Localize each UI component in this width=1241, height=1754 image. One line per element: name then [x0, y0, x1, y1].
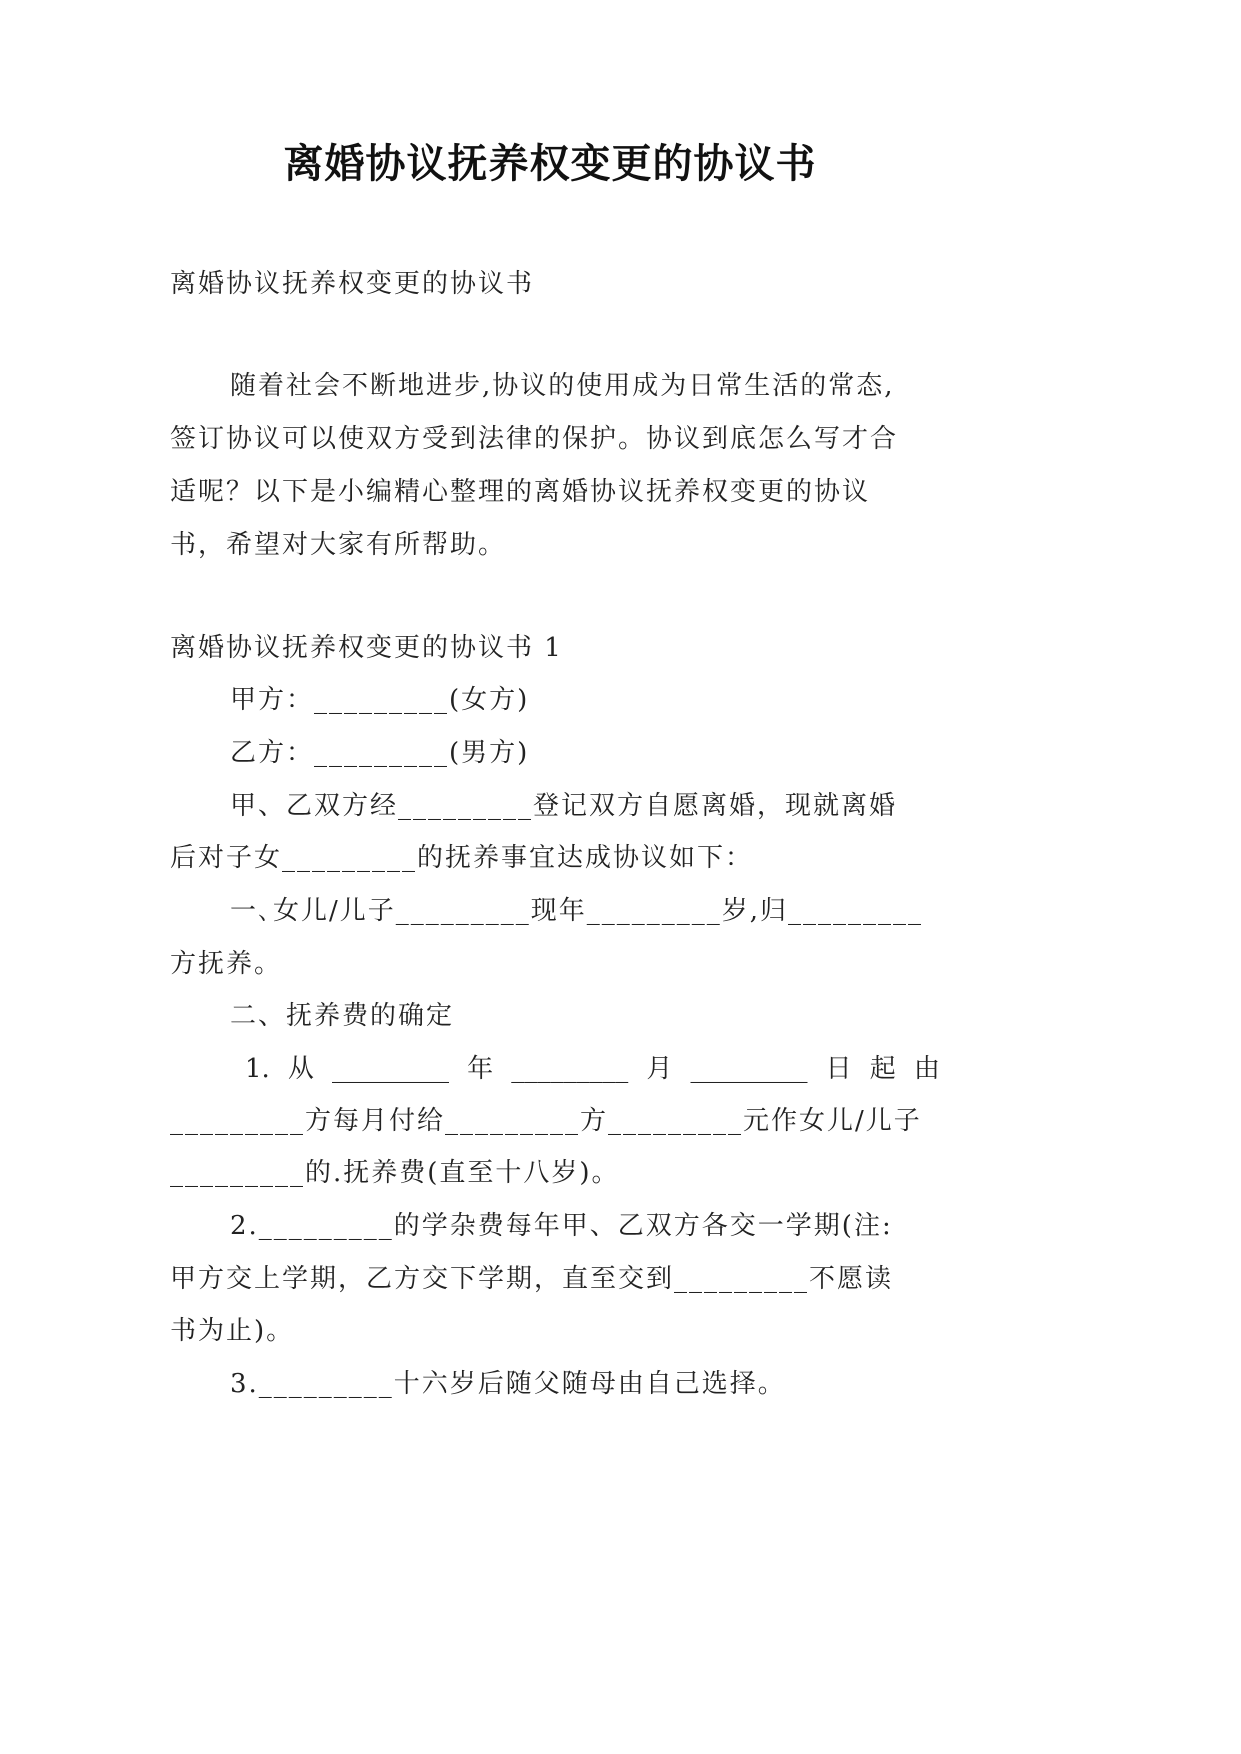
intro-line: 签订协议可以使双方受到法律的保护。协议到底怎么写才合: [170, 424, 899, 454]
item-2-line: 2._________的学杂费每年甲、乙双方各交一学期(注:: [230, 1211, 893, 1241]
item-1-line: [245, 1051, 940, 1087]
item-1-part: 由: [913, 1054, 940, 1084]
section-heading: 离婚协议抚养权变更的协议书 1: [170, 633, 563, 663]
item-2-line: 甲方交上学期，乙方交下学期，直至交到_________不愿读: [170, 1264, 894, 1294]
preamble-line: 后对子女_________的抚养事宜达成协议如下：: [170, 843, 754, 873]
item-1-line: _________方每月付给_________方_________元作女儿/儿子: [170, 1106, 922, 1136]
clause-1-line: 一､女儿/儿子_________现年_________岁,归_________: [230, 896, 924, 926]
intro-line: 随着社会不断地进步,协议的使用成为日常生活的常态,: [230, 371, 895, 401]
item-3-line: 3._________十六岁后随父随母由自己选择。: [230, 1369, 786, 1399]
item-1-line: _________的.抚养费(直至十八岁)。: [170, 1158, 620, 1188]
intro-line: 适呢？以下是小编精心整理的离婚协议抚养权变更的协议: [170, 477, 871, 507]
item-1-part: _________: [332, 1054, 450, 1084]
clause-1-line: 方抚养。: [170, 949, 283, 979]
item-1-part: _________: [690, 1054, 808, 1084]
item-1-part: 日: [825, 1054, 852, 1084]
item-1-part: 年: [467, 1054, 494, 1084]
item-2-line: 书为止)。: [170, 1316, 295, 1346]
document-subtitle: 离婚协议抚养权变更的协议书: [170, 269, 535, 299]
intro-line: 书，希望对大家有所帮助。: [170, 530, 507, 560]
clause-2-heading: 二、抚养费的确定: [230, 1001, 455, 1031]
preamble-line: 甲、乙双方经_________登记双方自愿离婚，现就离婚: [230, 791, 898, 821]
party-a-line: 甲方：_________(女方): [230, 685, 530, 715]
item-1-part: 月: [646, 1054, 673, 1084]
party-b-line: 乙方：_________(男方): [230, 738, 530, 768]
item-1-part: _________: [511, 1054, 629, 1084]
item-1-part: 1.: [245, 1054, 270, 1084]
item-1-part: 从: [287, 1054, 314, 1084]
document-title: 离婚协议抚养权变更的协议书: [283, 141, 817, 187]
item-1-part: 起: [869, 1054, 896, 1084]
